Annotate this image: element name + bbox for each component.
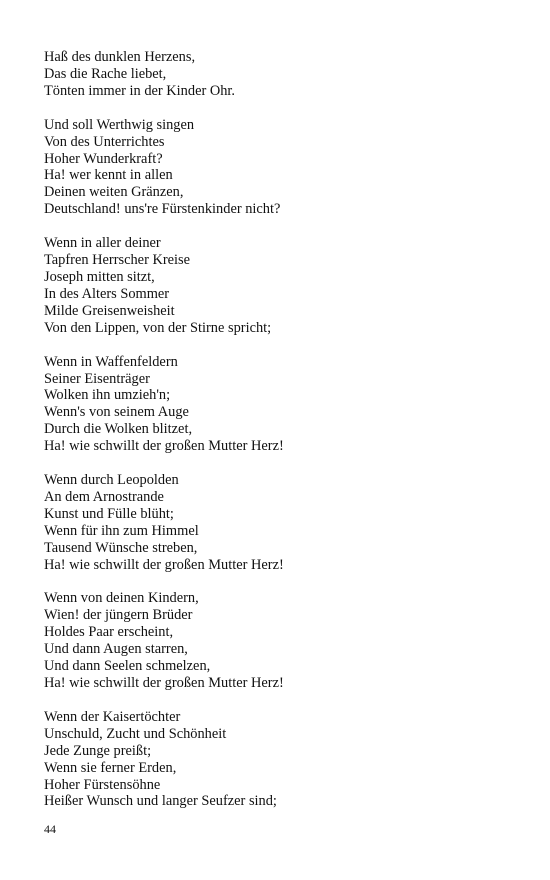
- poem-line: Wenn's von seinem Auge: [44, 404, 189, 421]
- poem-body: [44, 49, 514, 827]
- stanza: [44, 49, 514, 100]
- poem-line: Hoher Wunderkraft?: [44, 150, 163, 167]
- poem-line: Joseph mitten sitzt,: [44, 268, 155, 285]
- poem-line: Und dann Augen starren,: [44, 641, 188, 658]
- poem-line: Wenn von deinen Kindern,: [44, 590, 199, 607]
- poem-line: Heißer Wunsch und langer Seufzer sind;: [44, 793, 277, 810]
- poem-line: Wolken ihn umzieh'n;: [44, 387, 171, 404]
- stanza: [44, 235, 514, 336]
- poem-line: Holdes Paar erscheint,: [44, 624, 174, 641]
- poem-line: Hoher Fürstensöhne: [44, 776, 161, 793]
- poem-line: Seiner Eisenträger: [44, 370, 150, 387]
- stanza: [44, 590, 514, 691]
- poem-line: Wenn in Waffenfeldern: [44, 353, 178, 370]
- poem-line: Wien! der jüngern Brüder: [44, 607, 193, 624]
- poem-line: Ha! wie schwillt der großen Mutter Herz!: [44, 556, 284, 573]
- poem-line: Wenn für ihn zum Himmel: [44, 522, 199, 539]
- poem-line: Deutschland! uns're Fürstenkinder nicht?: [44, 201, 281, 218]
- poem-line: Ha! wie schwillt der großen Mutter Herz!: [44, 438, 284, 455]
- poem-line: An dem Arnostrande: [44, 488, 164, 505]
- poem-line: Das die Rache liebet,: [44, 65, 167, 82]
- poem-line: Tausend Wünsche streben,: [44, 539, 198, 556]
- poem-line: Und dann Seelen schmelzen,: [44, 658, 211, 675]
- poem-line: Und soll Werthwig singen: [44, 116, 195, 133]
- poem-line: Kunst und Fülle blüht;: [44, 505, 174, 522]
- stanza: [44, 709, 514, 810]
- poem-line: Tapfren Herrscher Kreise: [44, 252, 191, 269]
- poem-line: Haß des dunklen Herzens,: [44, 49, 196, 65]
- stanza: [44, 472, 514, 573]
- poem-line: Von des Unterrichtes: [44, 133, 165, 150]
- poem-line: Ha! wie schwillt der großen Mutter Herz!: [44, 675, 284, 691]
- poem-line: Wenn sie ferner Erden,: [44, 759, 177, 776]
- poem-line: Unschuld, Zucht und Schönheit: [44, 725, 227, 742]
- poem-line: Von den Lippen, von der Stirne spricht;: [44, 319, 272, 336]
- poem-line: Wenn durch Leopolden: [44, 472, 179, 489]
- stanza: [44, 354, 514, 455]
- poem-line: Ha! wer kennt in allen: [44, 167, 173, 184]
- poem-line: Jede Zunge preißt;: [44, 742, 152, 759]
- poem-line: Tönten immer in der Kinder Ohr.: [44, 82, 236, 99]
- page-number: 44: [44, 822, 56, 836]
- poem-line: Durch die Wolken blitzet,: [44, 421, 193, 438]
- stanza: [44, 117, 514, 218]
- poem-line: In des Alters Sommer: [44, 285, 170, 302]
- poem-line: Milde Greisenweisheit: [44, 302, 175, 319]
- poem-line: Wenn in aller deiner: [44, 235, 161, 252]
- poem-line: Wenn der Kaisertöchter: [44, 708, 181, 725]
- poem-line: Deinen weiten Gränzen,: [44, 184, 184, 201]
